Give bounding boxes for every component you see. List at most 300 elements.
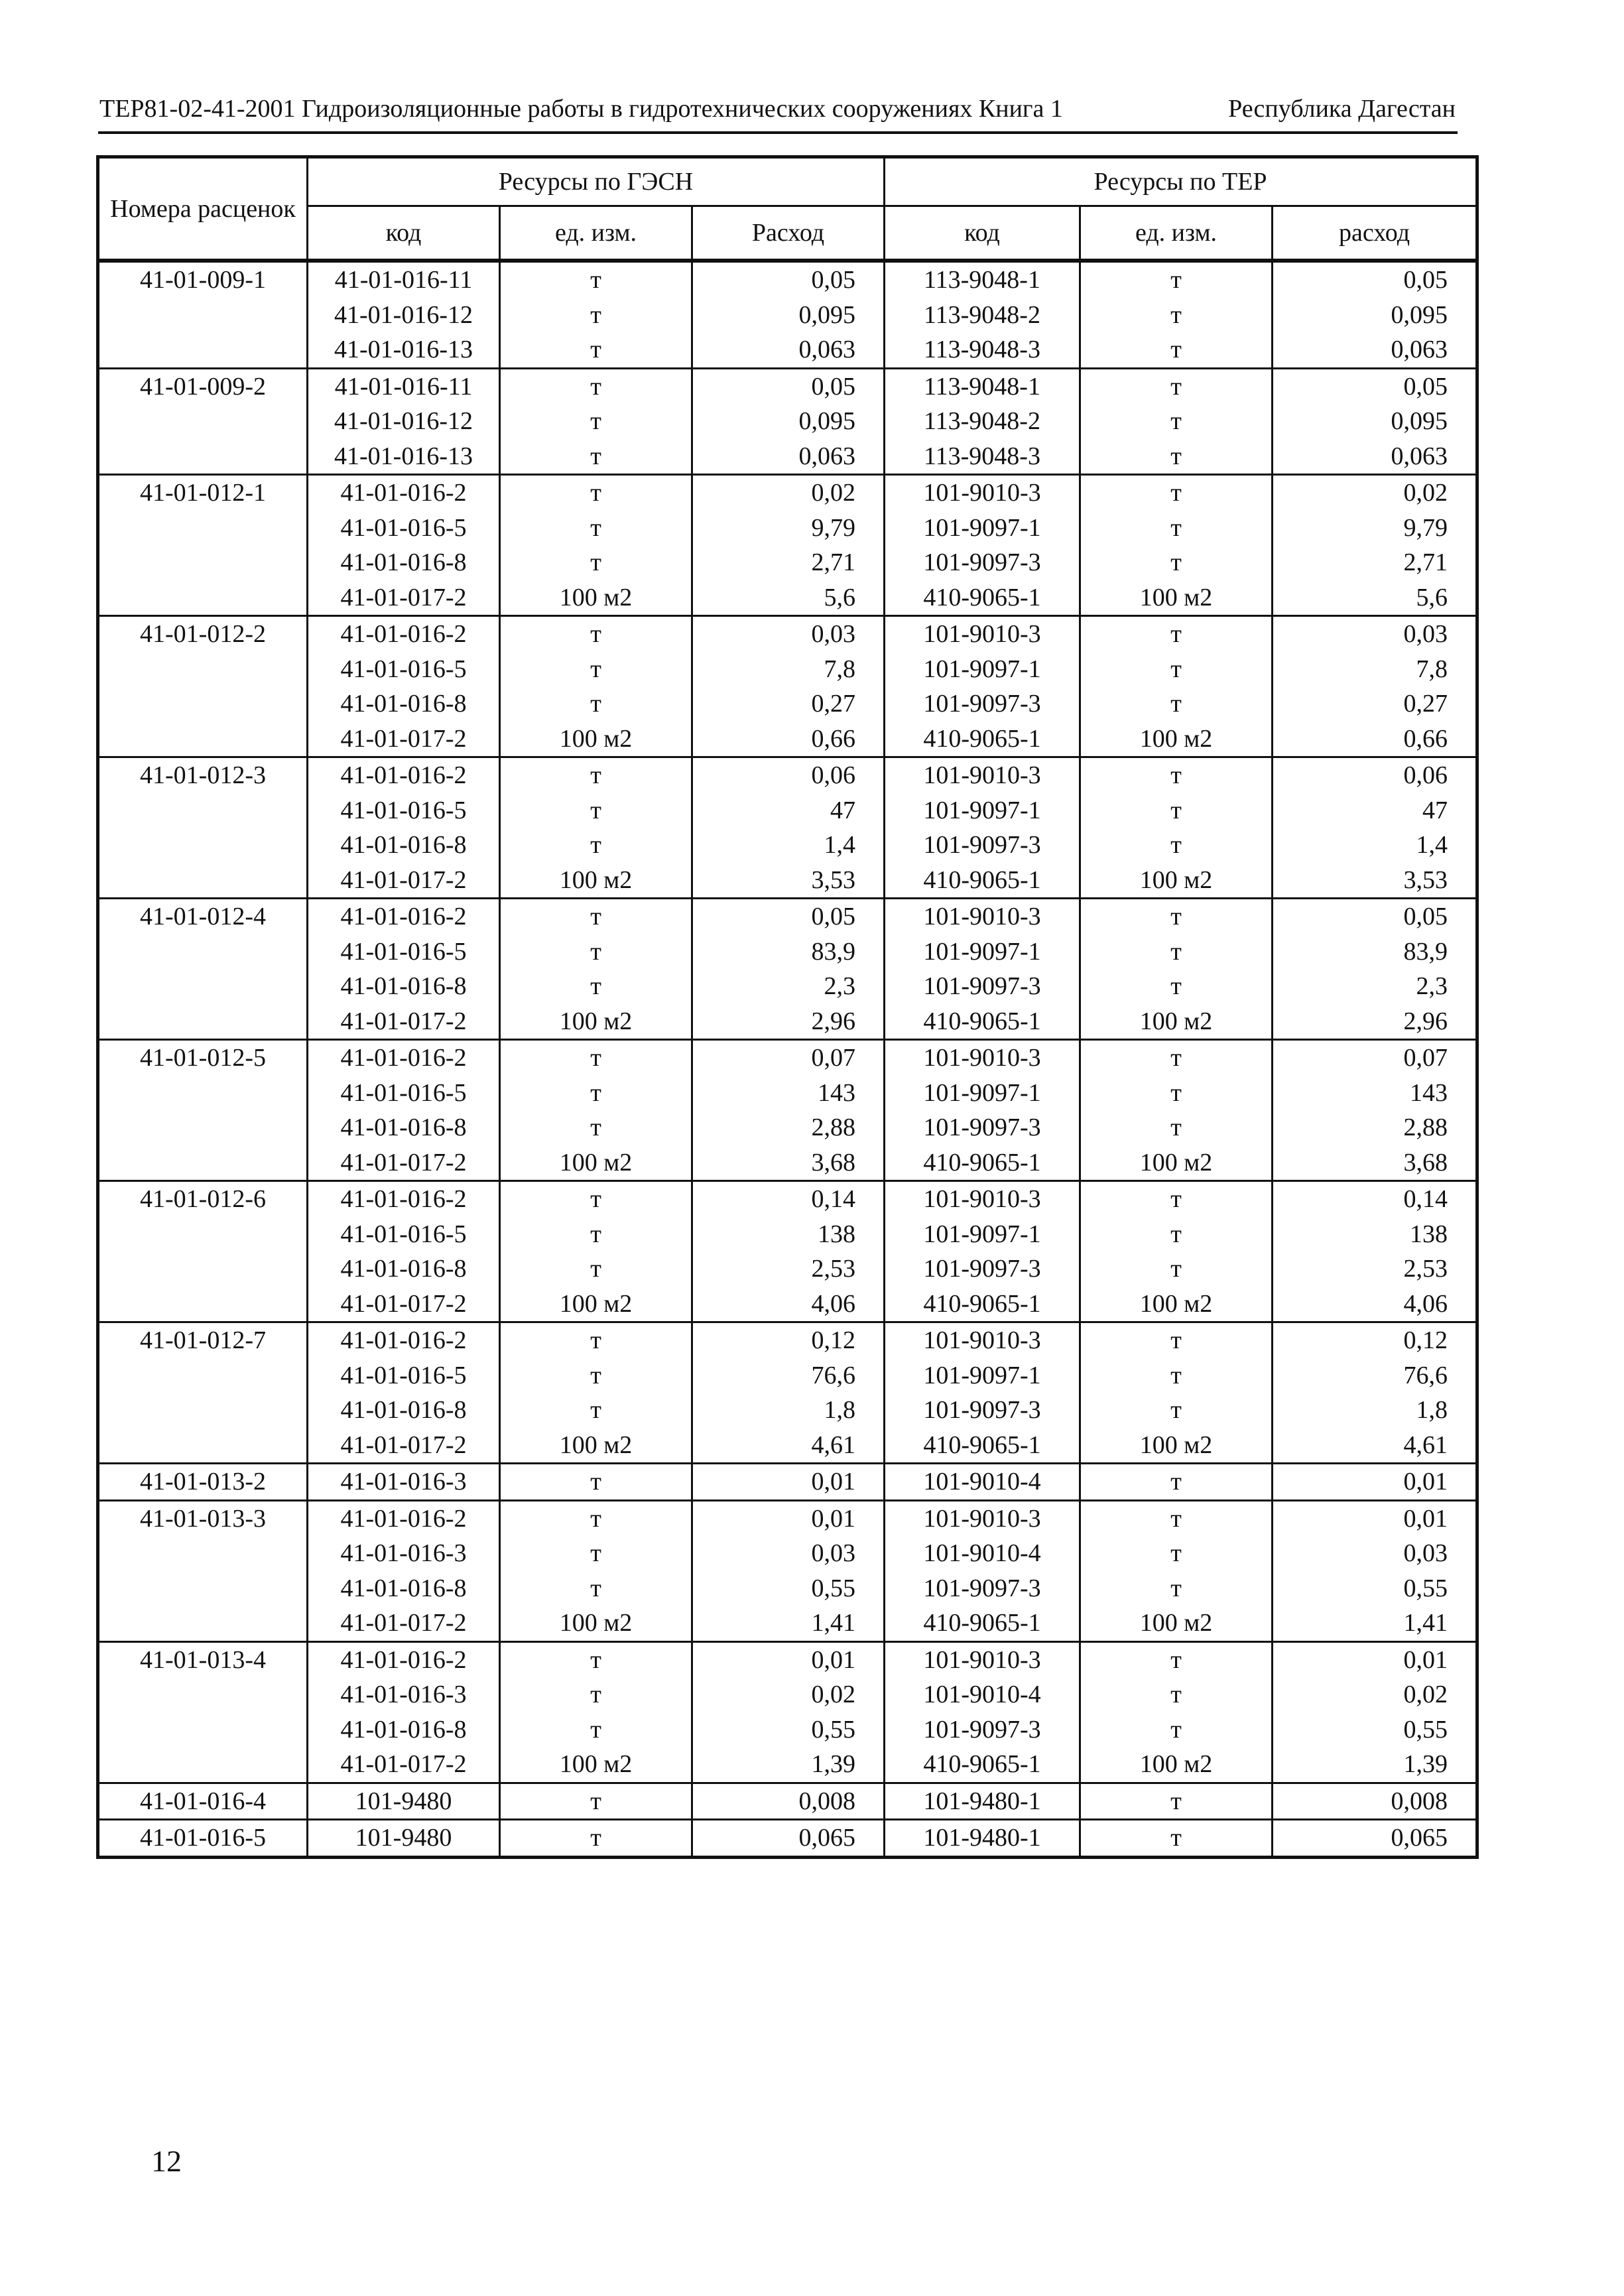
gesn-code-cell: 41-01-016-2 [308,899,500,934]
ter-code-cell: 101-9010-4 [885,1464,1080,1501]
ter-unit-cell: т [1080,1712,1273,1748]
ter-unit-cell: т [1080,404,1273,439]
ter-unit-cell: т [1080,652,1273,687]
ter-amount-cell: 1,39 [1273,1747,1477,1783]
ter-code-cell: 101-9097-3 [885,969,1080,1004]
ter-amount-cell: 3,53 [1273,863,1477,899]
gesn-code-cell: 41-01-016-8 [308,1110,500,1145]
page-number: 12 [151,2144,182,2178]
ter-unit-cell: 100 м2 [1080,580,1273,616]
ter-code-cell: 113-9048-3 [885,439,1080,475]
gesn-code-cell: 41-01-016-8 [308,1393,500,1428]
ter-amount-cell: 0,03 [1273,616,1477,652]
gesn-amount-cell: 4,06 [692,1287,885,1322]
ter-code-cell: 101-9097-1 [885,511,1080,546]
rate-group [98,261,1477,368]
ter-unit-cell: т [1080,793,1273,828]
gesn-code-cell: 41-01-017-2 [308,863,500,899]
gesn-amount-cell: 3,68 [692,1145,885,1181]
gesn-amount-cell: 0,095 [692,298,885,333]
rate-group [98,1181,1477,1322]
gesn-amount-cell: 2,3 [692,969,885,1004]
ter-code-cell: 101-9097-1 [885,1076,1080,1111]
gesn-code-cell: 41-01-016-8 [308,686,500,722]
ter-unit-cell: т [1080,332,1273,368]
gesn-unit-cell: т [500,475,692,511]
resources-table [96,155,1479,1859]
ter-amount-cell: 0,05 [1273,368,1477,404]
ter-code-cell: 101-9097-3 [885,1712,1080,1748]
ter-amount-cell: 0,02 [1273,475,1477,511]
gesn-unit-cell: 100 м2 [500,1287,692,1322]
table-row [98,1641,1477,1677]
gesn-unit-cell: т [500,545,692,580]
rate-number-cell: 41-01-013-2 [98,1464,308,1501]
gesn-amount-cell: 0,12 [692,1322,885,1358]
ter-unit-cell: 100 м2 [1080,1004,1273,1040]
gesn-code-cell: 41-01-016-2 [308,616,500,652]
ter-amount-cell: 0,065 [1273,1820,1477,1858]
gesn-code-cell: 41-01-016-8 [308,969,500,1004]
gesn-code-cell: 41-01-017-2 [308,1606,500,1641]
table-row [98,1040,1477,1076]
gesn-unit-cell: т [500,332,692,368]
ter-amount-cell: 0,063 [1273,332,1477,368]
gesn-unit-cell: т [500,686,692,722]
gesn-amount-cell: 83,9 [692,934,885,970]
ter-unit-cell: т [1080,1217,1273,1252]
ter-unit-cell: т [1080,1464,1273,1501]
rate-number-cell: 41-01-016-4 [98,1783,308,1820]
gesn-unit-cell: т [500,1536,692,1571]
ter-amount-cell: 0,095 [1273,298,1477,333]
ter-unit-cell: т [1080,298,1273,333]
table-row [98,475,1477,511]
ter-unit-cell: т [1080,1536,1273,1571]
ter-code-cell: 101-9010-3 [885,475,1080,511]
ter-unit-cell: т [1080,1181,1273,1217]
gesn-unit-cell: т [500,261,692,298]
gesn-code-cell: 41-01-016-8 [308,828,500,863]
gesn-unit-cell: т [500,1464,692,1501]
gesn-unit-cell: т [500,793,692,828]
gesn-code-cell: 41-01-017-2 [308,722,500,757]
ter-unit-cell: т [1080,1110,1273,1145]
gesn-code-cell: 41-01-016-5 [308,652,500,687]
ter-amount-cell: 0,07 [1273,1040,1477,1076]
gesn-code-cell: 41-01-016-5 [308,1076,500,1111]
ter-amount-cell: 2,3 [1273,969,1477,1004]
gesn-code-cell: 41-01-016-8 [308,1571,500,1606]
ter-code-cell: 410-9065-1 [885,1428,1080,1464]
gesn-unit-cell: т [500,1181,692,1217]
ter-code-cell: 101-9097-1 [885,793,1080,828]
rate-group [98,757,1477,899]
ter-unit-cell: 100 м2 [1080,1428,1273,1464]
ter-code-cell: 410-9065-1 [885,1004,1080,1040]
gesn-unit-cell: т [500,828,692,863]
rate-number-cell: 41-01-012-6 [98,1181,308,1322]
gesn-code-cell: 41-01-016-2 [308,1322,500,1358]
ter-code-cell: 101-9010-3 [885,1641,1080,1677]
ter-amount-cell: 0,01 [1273,1500,1477,1536]
header-rule [98,131,1458,134]
ter-unit-cell: т [1080,757,1273,793]
rate-number-cell: 41-01-013-3 [98,1500,308,1641]
gesn-code-cell: 41-01-016-2 [308,757,500,793]
gesn-code-cell: 41-01-016-12 [308,298,500,333]
rate-number-cell: 41-01-012-4 [98,899,308,1040]
gesn-amount-cell: 0,66 [692,722,885,757]
gesn-unit-cell: т [500,439,692,475]
gesn-code-cell: 41-01-016-2 [308,1641,500,1677]
gesn-unit-cell: т [500,757,692,793]
table-row [98,899,1477,934]
gesn-amount-cell: 0,03 [692,1536,885,1571]
ter-unit-cell: т [1080,439,1273,475]
ter-amount-cell: 0,14 [1273,1181,1477,1217]
ter-code-cell: 101-9010-3 [885,899,1080,934]
gesn-unit-cell: т [500,1217,692,1252]
gesn-amount-cell: 0,07 [692,1040,885,1076]
ter-unit-cell: т [1080,1571,1273,1606]
gesn-unit-cell: 100 м2 [500,580,692,616]
gesn-code-cell: 41-01-016-2 [308,1181,500,1217]
ter-amount-cell: 1,41 [1273,1606,1477,1641]
header-gesn-code: код [308,206,500,261]
table-row [98,1464,1477,1501]
gesn-unit-cell: т [500,1358,692,1393]
table-header [98,157,1477,261]
gesn-code-cell: 41-01-016-5 [308,793,500,828]
ter-code-cell: 101-9010-4 [885,1536,1080,1571]
gesn-unit-cell: т [500,1076,692,1111]
gesn-amount-cell: 1,41 [692,1606,885,1641]
gesn-code-cell: 41-01-016-3 [308,1677,500,1712]
ter-unit-cell: т [1080,1040,1273,1076]
gesn-code-cell: 41-01-016-11 [308,368,500,404]
gesn-code-cell: 101-9480 [308,1783,500,1820]
ter-code-cell: 101-9010-3 [885,1322,1080,1358]
rate-number-cell: 41-01-009-2 [98,368,308,475]
rate-group [98,1322,1477,1464]
ter-code-cell: 101-9010-3 [885,1500,1080,1536]
ter-unit-cell: т [1080,686,1273,722]
ter-unit-cell: т [1080,1677,1273,1712]
gesn-amount-cell: 0,01 [692,1641,885,1677]
ter-amount-cell: 47 [1273,793,1477,828]
ter-amount-cell: 143 [1273,1076,1477,1111]
ter-code-cell: 101-9097-1 [885,1358,1080,1393]
ter-amount-cell: 0,008 [1273,1783,1477,1820]
ter-code-cell: 101-9480-1 [885,1820,1080,1858]
rate-number-cell: 41-01-012-5 [98,1040,308,1181]
gesn-amount-cell: 0,14 [692,1181,885,1217]
gesn-amount-cell: 0,008 [692,1783,885,1820]
ter-unit-cell: т [1080,1641,1273,1677]
gesn-code-cell: 41-01-017-2 [308,1004,500,1040]
ter-unit-cell: т [1080,368,1273,404]
ter-amount-cell: 0,27 [1273,686,1477,722]
ter-amount-cell: 0,12 [1273,1322,1477,1358]
gesn-code-cell: 41-01-017-2 [308,1287,500,1322]
rate-group [98,1783,1477,1820]
ter-amount-cell: 3,68 [1273,1145,1477,1181]
ter-unit-cell: 100 м2 [1080,1145,1273,1181]
gesn-amount-cell: 0,55 [692,1571,885,1606]
ter-code-cell: 113-9048-2 [885,298,1080,333]
gesn-unit-cell: т [500,368,692,404]
gesn-amount-cell: 0,065 [692,1820,885,1858]
gesn-amount-cell: 2,53 [692,1251,885,1287]
gesn-code-cell: 41-01-016-5 [308,1217,500,1252]
gesn-code-cell: 41-01-016-5 [308,1358,500,1393]
ter-amount-cell: 83,9 [1273,934,1477,970]
ter-code-cell: 410-9065-1 [885,722,1080,757]
ter-unit-cell: т [1080,475,1273,511]
ter-code-cell: 410-9065-1 [885,863,1080,899]
gesn-unit-cell: т [500,1677,692,1712]
rate-group [98,368,1477,475]
ter-code-cell: 101-9097-3 [885,1110,1080,1145]
ter-code-cell: 101-9097-1 [885,652,1080,687]
ter-unit-cell: т [1080,1500,1273,1536]
ter-amount-cell: 9,79 [1273,511,1477,546]
gesn-amount-cell: 2,88 [692,1110,885,1145]
ter-unit-cell: т [1080,934,1273,970]
gesn-amount-cell: 0,01 [692,1464,885,1501]
ter-amount-cell: 0,55 [1273,1712,1477,1748]
ter-amount-cell: 2,71 [1273,545,1477,580]
table-row [98,616,1477,652]
rate-group [98,899,1477,1040]
rate-group [98,616,1477,757]
table-row [98,1181,1477,1217]
rate-group [98,1820,1477,1858]
gesn-amount-cell: 0,01 [692,1500,885,1536]
gesn-amount-cell: 0,05 [692,261,885,298]
gesn-amount-cell: 5,6 [692,580,885,616]
table-row [98,1783,1477,1820]
gesn-amount-cell: 0,095 [692,404,885,439]
gesn-amount-cell: 2,96 [692,1004,885,1040]
page-header [99,92,1456,126]
gesn-unit-cell: т [500,899,692,934]
ter-code-cell: 113-9048-3 [885,332,1080,368]
rate-group [98,1040,1477,1181]
gesn-unit-cell: т [500,934,692,970]
rate-group [98,1500,1477,1641]
gesn-code-cell: 41-01-016-2 [308,1500,500,1536]
gesn-code-cell: 41-01-016-11 [308,261,500,298]
gesn-code-cell: 41-01-016-5 [308,934,500,970]
ter-unit-cell: т [1080,899,1273,934]
gesn-unit-cell: 100 м2 [500,722,692,757]
ter-amount-cell: 0,063 [1273,439,1477,475]
ter-amount-cell: 5,6 [1273,580,1477,616]
gesn-amount-cell: 0,05 [692,899,885,934]
gesn-amount-cell: 143 [692,1076,885,1111]
ter-code-cell: 410-9065-1 [885,1606,1080,1641]
rate-number-cell: 41-01-012-1 [98,475,308,616]
ter-code-cell: 101-9097-3 [885,1571,1080,1606]
gesn-unit-cell: т [500,616,692,652]
gesn-amount-cell: 0,02 [692,1677,885,1712]
ter-amount-cell: 7,8 [1273,652,1477,687]
ter-unit-cell: т [1080,616,1273,652]
ter-amount-cell: 0,55 [1273,1571,1477,1606]
gesn-amount-cell: 138 [692,1217,885,1252]
ter-unit-cell: т [1080,1076,1273,1111]
rate-group [98,1464,1477,1501]
gesn-code-cell: 41-01-016-13 [308,439,500,475]
gesn-unit-cell: т [500,1820,692,1858]
gesn-code-cell: 41-01-016-3 [308,1536,500,1571]
gesn-unit-cell: 100 м2 [500,863,692,899]
ter-code-cell: 101-9010-3 [885,757,1080,793]
region-label: Республика Дагестан [1228,95,1456,123]
ter-code-cell: 113-9048-1 [885,261,1080,298]
gesn-amount-cell: 0,06 [692,757,885,793]
gesn-amount-cell: 1,39 [692,1747,885,1783]
gesn-amount-cell: 1,8 [692,1393,885,1428]
ter-amount-cell: 0,095 [1273,404,1477,439]
ter-unit-cell: 100 м2 [1080,722,1273,757]
ter-code-cell: 101-9097-3 [885,686,1080,722]
ter-unit-cell: т [1080,1322,1273,1358]
gesn-unit-cell: 100 м2 [500,1747,692,1783]
gesn-code-cell: 41-01-016-8 [308,1712,500,1748]
gesn-unit-cell: т [500,1322,692,1358]
gesn-amount-cell: 0,05 [692,368,885,404]
gesn-code-cell: 101-9480 [308,1820,500,1858]
gesn-unit-cell: т [500,1251,692,1287]
gesn-amount-cell: 0,063 [692,439,885,475]
ter-code-cell: 101-9480-1 [885,1783,1080,1820]
ter-unit-cell: т [1080,1820,1273,1858]
gesn-unit-cell: 100 м2 [500,1428,692,1464]
ter-unit-cell: 100 м2 [1080,1287,1273,1322]
gesn-code-cell: 41-01-017-2 [308,580,500,616]
ter-amount-cell: 0,02 [1273,1677,1477,1712]
gesn-unit-cell: 100 м2 [500,1606,692,1641]
ter-amount-cell: 138 [1273,1217,1477,1252]
ter-unit-cell: т [1080,261,1273,298]
ter-amount-cell: 2,96 [1273,1004,1477,1040]
ter-unit-cell: т [1080,828,1273,863]
rate-group [98,1641,1477,1783]
ter-code-cell: 113-9048-2 [885,404,1080,439]
ter-amount-cell: 0,06 [1273,757,1477,793]
gesn-unit-cell: т [500,1393,692,1428]
gesn-unit-cell: т [500,652,692,687]
gesn-amount-cell: 4,61 [692,1428,885,1464]
header-gesn-unit: ед. изм. [500,206,692,261]
table-row [98,261,1477,298]
ter-unit-cell: т [1080,1358,1273,1393]
gesn-unit-cell: 100 м2 [500,1004,692,1040]
ter-amount-cell: 0,05 [1273,261,1477,298]
ter-amount-cell: 1,4 [1273,828,1477,863]
table-row [98,1322,1477,1358]
ter-unit-cell: 100 м2 [1080,1606,1273,1641]
ter-amount-cell: 4,06 [1273,1287,1477,1322]
table-row [98,757,1477,793]
ter-amount-cell: 4,61 [1273,1428,1477,1464]
ter-amount-cell: 0,05 [1273,899,1477,934]
rate-group [98,475,1477,616]
ter-amount-cell: 2,53 [1273,1251,1477,1287]
gesn-unit-cell: т [500,1040,692,1076]
gesn-code-cell: 41-01-016-8 [308,545,500,580]
ter-code-cell: 101-9010-3 [885,1040,1080,1076]
rate-number-cell: 41-01-016-5 [98,1820,308,1858]
header-gesn-amount: Расход [692,206,885,261]
ter-amount-cell: 0,01 [1273,1464,1477,1501]
ter-code-cell: 101-9097-3 [885,545,1080,580]
gesn-amount-cell: 9,79 [692,511,885,546]
gesn-amount-cell: 1,4 [692,828,885,863]
gesn-unit-cell: т [500,298,692,333]
ter-amount-cell: 2,88 [1273,1110,1477,1145]
ter-code-cell: 113-9048-1 [885,368,1080,404]
gesn-code-cell: 41-01-017-2 [308,1428,500,1464]
rate-number-cell: 41-01-012-3 [98,757,308,899]
table-row [98,1820,1477,1858]
ter-unit-cell: т [1080,969,1273,1004]
rate-number-cell: 41-01-012-2 [98,616,308,757]
gesn-code-cell: 41-01-016-13 [308,332,500,368]
ter-unit-cell: т [1080,545,1273,580]
gesn-amount-cell: 0,063 [692,332,885,368]
gesn-amount-cell: 3,53 [692,863,885,899]
gesn-unit-cell: т [500,969,692,1004]
ter-code-cell: 101-9097-1 [885,1217,1080,1252]
ter-amount-cell: 1,8 [1273,1393,1477,1428]
header-ter-unit: ед. изм. [1080,206,1273,261]
ter-amount-cell: 0,03 [1273,1536,1477,1571]
ter-code-cell: 101-9097-3 [885,1251,1080,1287]
ter-code-cell: 101-9010-4 [885,1677,1080,1712]
rate-number-cell: 41-01-013-4 [98,1641,308,1783]
ter-code-cell: 101-9097-3 [885,828,1080,863]
ter-unit-cell: 100 м2 [1080,863,1273,899]
gesn-code-cell: 41-01-016-12 [308,404,500,439]
gesn-code-cell: 41-01-016-2 [308,475,500,511]
gesn-unit-cell: т [500,511,692,546]
gesn-amount-cell: 76,6 [692,1358,885,1393]
document-title: ТЕР81-02-41-2001 Гидроизоляционные работы в гидротехнических сооружениях Книга 1 [99,95,1063,123]
header-ter-amount: расход [1273,206,1477,261]
ter-code-cell: 101-9010-3 [885,616,1080,652]
ter-code-cell: 101-9097-3 [885,1393,1080,1428]
gesn-unit-cell: т [500,1110,692,1145]
header-group-gesn: Ресурсы по ГЭСН [308,157,885,206]
header-group-ter: Ресурсы по ТЕР [885,157,1477,206]
ter-amount-cell: 0,01 [1273,1641,1477,1677]
gesn-amount-cell: 2,71 [692,545,885,580]
table-row [98,368,1477,404]
gesn-amount-cell: 0,27 [692,686,885,722]
gesn-amount-cell: 0,02 [692,475,885,511]
gesn-amount-cell: 7,8 [692,652,885,687]
gesn-unit-cell: т [500,1641,692,1677]
ter-unit-cell: т [1080,1783,1273,1820]
gesn-unit-cell: т [500,1712,692,1748]
ter-code-cell: 410-9065-1 [885,1747,1080,1783]
gesn-unit-cell: т [500,1571,692,1606]
ter-code-cell: 410-9065-1 [885,580,1080,616]
